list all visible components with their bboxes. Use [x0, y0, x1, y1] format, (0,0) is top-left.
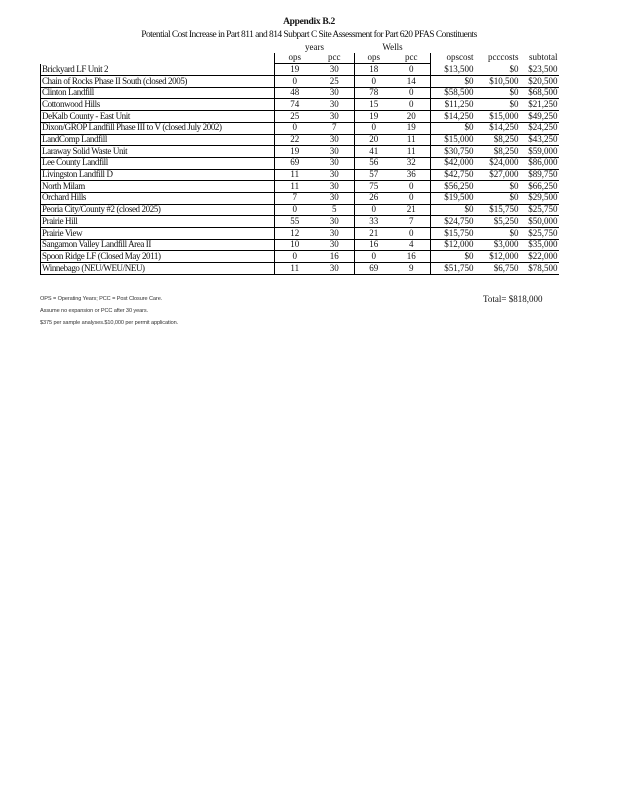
- note-cost-basis: $375 per sample analyses.$10,000 per permit application.: [40, 320, 179, 326]
- ops-cost-cell: $0: [431, 251, 475, 263]
- subtotal-cell: $22,000: [520, 251, 559, 263]
- years-ops-cell: 11: [275, 263, 315, 275]
- wells-ops-cell: 19: [355, 111, 393, 123]
- wells-pcc-cell: 19: [393, 122, 431, 134]
- ops-cost-cell: $11,250: [431, 99, 475, 111]
- years-ops-cell: 7: [275, 192, 315, 204]
- wells-pcc-cell: 7: [393, 216, 431, 228]
- years-pcc-cell: 30: [315, 134, 355, 146]
- wells-pcc-cell: 0: [393, 87, 431, 99]
- wells-ops-cell: 0: [355, 122, 393, 134]
- table-row: [41, 169, 559, 181]
- wells-ops-cell: 15: [355, 99, 393, 111]
- wells-pcc-cell: 21: [393, 204, 431, 216]
- site-name-cell: Laraway Solid Waste Unit: [41, 146, 275, 158]
- years-pcc-cell: 30: [315, 263, 355, 275]
- years-ops-cell: 0: [275, 122, 315, 134]
- table-row: [41, 204, 559, 216]
- header-row-groups: [41, 42, 559, 53]
- site-name-cell: Orchard Hills: [41, 192, 275, 204]
- years-ops-cell: 0: [275, 204, 315, 216]
- table-row: [41, 76, 559, 88]
- pcc-cost-cell: $8,250: [475, 134, 520, 146]
- years-pcc-cell: 30: [315, 228, 355, 240]
- years-pcc-cell: 30: [315, 99, 355, 111]
- ops-cost-cell: $51,750: [431, 263, 475, 275]
- table-row: [41, 134, 559, 146]
- pcc-cost-cell: $5,250: [475, 216, 520, 228]
- header-years-ops: ops: [275, 53, 315, 64]
- years-pcc-cell: 25: [315, 76, 355, 88]
- years-pcc-cell: 30: [315, 87, 355, 99]
- ops-cost-cell: $42,750: [431, 169, 475, 181]
- subtotal-cell: $24,250: [520, 122, 559, 134]
- pcc-cost-cell: $12,000: [475, 251, 520, 263]
- header-years-pcc: pcc: [315, 53, 355, 64]
- pcc-cost-cell: $0: [475, 64, 520, 76]
- pcc-cost-cell: $24,000: [475, 157, 520, 169]
- subtotal-cell: $50,000: [520, 216, 559, 228]
- pcc-cost-cell: $0: [475, 228, 520, 240]
- appendix-title: Appendix B.2: [283, 17, 335, 27]
- note-abbreviations: OPS = Operating Years; PCC = Post Closure Care.: [40, 296, 163, 302]
- ops-cost-cell: $19,500: [431, 192, 475, 204]
- years-ops-cell: 22: [275, 134, 315, 146]
- years-ops-cell: 74: [275, 99, 315, 111]
- pcc-cost-cell: $0: [475, 192, 520, 204]
- years-ops-cell: 69: [275, 157, 315, 169]
- table-row: [41, 216, 559, 228]
- ops-cost-cell: $13,500: [431, 64, 475, 76]
- site-name-cell: Spoon Ridge LF (Closed May 2011): [41, 251, 275, 263]
- wells-ops-cell: 56: [355, 157, 393, 169]
- years-pcc-cell: 5: [315, 204, 355, 216]
- wells-pcc-cell: 4: [393, 239, 431, 251]
- years-ops-cell: 25: [275, 111, 315, 123]
- years-ops-cell: 19: [275, 64, 315, 76]
- years-pcc-cell: 30: [315, 216, 355, 228]
- cost-table: [40, 42, 559, 275]
- table-row: [41, 239, 559, 251]
- ops-cost-cell: $15,000: [431, 134, 475, 146]
- total-label: Total=: [483, 294, 507, 304]
- wells-pcc-cell: 0: [393, 99, 431, 111]
- wells-ops-cell: 78: [355, 87, 393, 99]
- years-pcc-cell: 30: [315, 146, 355, 158]
- wells-pcc-cell: 32: [393, 157, 431, 169]
- wells-ops-cell: 69: [355, 263, 393, 275]
- wells-ops-cell: 57: [355, 169, 393, 181]
- site-name-cell: Prairie View: [41, 228, 275, 240]
- wells-pcc-cell: 0: [393, 181, 431, 193]
- subtotal-cell: $25,750: [520, 204, 559, 216]
- site-name-cell: LandComp Landfill: [41, 134, 275, 146]
- site-name-cell: Sangamon Valley Landfill Area II: [41, 239, 275, 251]
- pcc-cost-cell: $15,000: [475, 111, 520, 123]
- site-name-cell: Peoria City/County #2 (closed 2025): [41, 204, 275, 216]
- table-row: [41, 181, 559, 193]
- years-pcc-cell: 30: [315, 111, 355, 123]
- wells-pcc-cell: 11: [393, 146, 431, 158]
- site-name-cell: Clinton Landfill: [41, 87, 275, 99]
- wells-ops-cell: 18: [355, 64, 393, 76]
- wells-ops-cell: 16: [355, 239, 393, 251]
- subtotal-cell: $68,500: [520, 87, 559, 99]
- site-name-cell: Cottonwood Hills: [41, 99, 275, 111]
- site-name-cell: Winnebago (NEU/WEU/NEU): [41, 263, 275, 275]
- wells-pcc-cell: 36: [393, 169, 431, 181]
- wells-pcc-cell: 0: [393, 192, 431, 204]
- wells-ops-cell: 26: [355, 192, 393, 204]
- header-wells-pcc: pcc: [393, 53, 431, 64]
- years-pcc-cell: 7: [315, 122, 355, 134]
- site-name-cell: North Milam: [41, 181, 275, 193]
- subtotal-cell: $89,750: [520, 169, 559, 181]
- header-pcccosts: pcccosts: [488, 52, 519, 63]
- table-row: [41, 122, 559, 134]
- ops-cost-cell: $0: [431, 122, 475, 134]
- table-title: Potential Cost Increase in Part 811 and 814 Subpart C Site Assessment for Part 620 PFAS Constituents: [141, 30, 477, 40]
- years-pcc-cell: 16: [315, 251, 355, 263]
- wells-ops-cell: 20: [355, 134, 393, 146]
- subtotal-cell: $23,500: [520, 64, 559, 76]
- years-ops-cell: 55: [275, 216, 315, 228]
- pcc-cost-cell: $27,000: [475, 169, 520, 181]
- header-row-columns: [41, 53, 559, 64]
- header-years: years: [305, 42, 324, 52]
- subtotal-cell: $43,250: [520, 134, 559, 146]
- pcc-cost-cell: $0: [475, 87, 520, 99]
- subtotal-cell: $21,250: [520, 99, 559, 111]
- table-row: [41, 87, 559, 99]
- wells-ops-cell: 0: [355, 251, 393, 263]
- site-name-cell: Lee County Landfill: [41, 157, 275, 169]
- subtotal-cell: $29,500: [520, 192, 559, 204]
- header-subtotal: subtotal: [529, 52, 558, 63]
- total-value: $818,000: [508, 294, 543, 304]
- years-ops-cell: 12: [275, 228, 315, 240]
- pcc-cost-cell: $10,500: [475, 76, 520, 88]
- wells-pcc-cell: 9: [393, 263, 431, 275]
- ops-cost-cell: $0: [431, 204, 475, 216]
- wells-pcc-cell: 0: [393, 64, 431, 76]
- ops-cost-cell: $56,250: [431, 181, 475, 193]
- wells-ops-cell: 21: [355, 228, 393, 240]
- table-row: [41, 157, 559, 169]
- subtotal-cell: $59,000: [520, 146, 559, 158]
- subtotal-cell: $35,000: [520, 239, 559, 251]
- table-row: [41, 263, 559, 275]
- wells-ops-cell: 41: [355, 146, 393, 158]
- years-pcc-cell: 30: [315, 157, 355, 169]
- years-ops-cell: 10: [275, 239, 315, 251]
- pcc-cost-cell: $0: [475, 181, 520, 193]
- table-row: [41, 192, 559, 204]
- years-ops-cell: 11: [275, 169, 315, 181]
- wells-ops-cell: 0: [355, 76, 393, 88]
- years-pcc-cell: 30: [315, 239, 355, 251]
- pcc-cost-cell: $3,000: [475, 239, 520, 251]
- site-name-cell: Dixon/GROP Landfill Phase III to V (closed July 2002): [41, 122, 275, 134]
- subtotal-cell: $20,500: [520, 76, 559, 88]
- years-ops-cell: 48: [275, 87, 315, 99]
- note-assumption: Assume no expansion or PCC after 30 years.: [40, 308, 149, 314]
- ops-cost-cell: $14,250: [431, 111, 475, 123]
- years-pcc-cell: 30: [315, 192, 355, 204]
- header-wells-ops: ops: [355, 53, 393, 64]
- years-pcc-cell: 30: [315, 169, 355, 181]
- subtotal-cell: $78,500: [520, 263, 559, 275]
- table-row: [41, 99, 559, 111]
- table-row: [41, 251, 559, 263]
- pcc-cost-cell: $14,250: [475, 122, 520, 134]
- table-row: [41, 228, 559, 240]
- ops-cost-cell: $58,500: [431, 87, 475, 99]
- table-row: [41, 64, 559, 76]
- pcc-cost-cell: $8,250: [475, 146, 520, 158]
- site-name-cell: Chain of Rocks Phase II South (closed 2005): [41, 76, 275, 88]
- years-ops-cell: 11: [275, 181, 315, 193]
- years-ops-cell: 0: [275, 251, 315, 263]
- wells-ops-cell: 0: [355, 204, 393, 216]
- site-name-cell: Prairie Hill: [41, 216, 275, 228]
- subtotal-cell: $25,750: [520, 228, 559, 240]
- years-ops-cell: 19: [275, 146, 315, 158]
- site-name-cell: Livingston Landfill D: [41, 169, 275, 181]
- wells-pcc-cell: 20: [393, 111, 431, 123]
- ops-cost-cell: $24,750: [431, 216, 475, 228]
- ops-cost-cell: $12,000: [431, 239, 475, 251]
- wells-ops-cell: 33: [355, 216, 393, 228]
- table-row: [41, 146, 559, 158]
- pcc-cost-cell: $6,750: [475, 263, 520, 275]
- pcc-cost-cell: $0: [475, 99, 520, 111]
- header-opscost: opscost: [431, 53, 475, 64]
- header-wells: Wells: [382, 42, 403, 52]
- ops-cost-cell: $0: [431, 76, 475, 88]
- wells-pcc-cell: 0: [393, 228, 431, 240]
- years-pcc-cell: 30: [315, 64, 355, 76]
- years-ops-cell: 0: [275, 76, 315, 88]
- grand-total: [483, 294, 542, 304]
- wells-ops-cell: 75: [355, 181, 393, 193]
- ops-cost-cell: $30,750: [431, 146, 475, 158]
- site-name-cell: Brickyard LF Unit 2: [41, 64, 275, 76]
- ops-cost-cell: $42,000: [431, 157, 475, 169]
- subtotal-cell: $66,250: [520, 181, 559, 193]
- table-row: [41, 111, 559, 123]
- site-name-cell: DeKalb County - East Unit: [41, 111, 275, 123]
- subtotal-cell: $86,000: [520, 157, 559, 169]
- pcc-cost-cell: $15,750: [475, 204, 520, 216]
- years-pcc-cell: 30: [315, 181, 355, 193]
- wells-pcc-cell: 14: [393, 76, 431, 88]
- subtotal-cell: $49,250: [520, 111, 559, 123]
- wells-pcc-cell: 11: [393, 134, 431, 146]
- ops-cost-cell: $15,750: [431, 228, 475, 240]
- wells-pcc-cell: 16: [393, 251, 431, 263]
